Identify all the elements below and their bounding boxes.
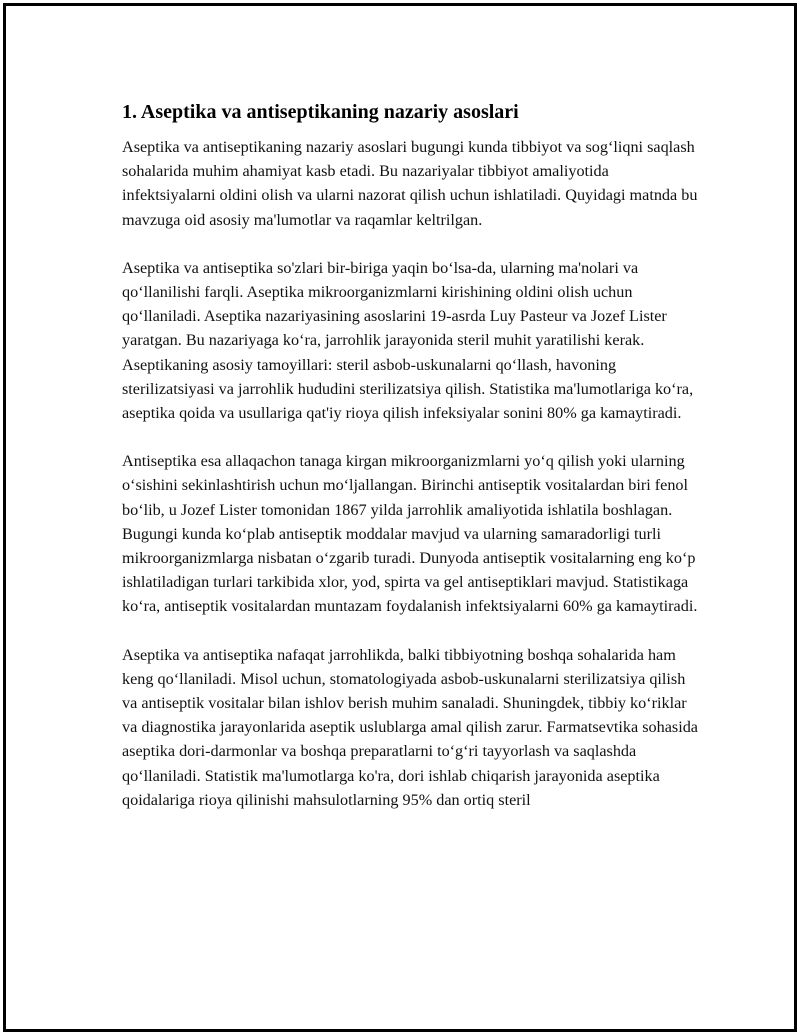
- document-body: [122, 99, 702, 836]
- paragraph-1: Aseptika va antiseptikaning nazariy asoslari bugungi kunda tibbiyot va sog‘liqni saqlash sohalarida muhim ahamiyat kasb etadi. Bu nazariyalar tibbiyot amaliyotida infektsiyalarni oldini olish va ularni nazorat qilish uchun ishlatiladi. Quyidagi matnda bu mavzuga oid asosiy ma'lumotlar va raqamlar keltrilgan.: [122, 138, 698, 229]
- paragraph-3: Antiseptika esa allaqachon tanaga kirgan mikroorganizmlarni yo‘q qilish yoki ularning o‘sishini sekinlashtirish uchun mo‘ljallangan. Birinchi antiseptik vositalardan biri fenol bo‘lib, u Jozef Lister tomonidan 1867 yilda jarrohlik amaliyotida ishlatila boshlagan. Bugungi kunda ko‘plab antiseptik moddalar mavjud va ularning samaradorligi turli mikroorganizmlarga nisbatan o‘zgarib turadi. Dunyoda antiseptik vositalarning eng ko‘p ishlatiladigan turlari tarkibida xlor, yod, spirta va gel antiseptiklari mavjud. Statistikaga ko‘ra, antiseptik vositalardan muntazam foydalanish infektsiyalarni 60% ga kamaytiradi.: [122, 452, 698, 616]
- paragraph-2: Aseptika va antiseptika so'zlari bir-biriga yaqin bo‘lsa-da, ularning ma'nolari va qo‘llanilishi farqli. Aseptika mikroorganizmlarni kirishining oldini olish uchun qo‘llaniladi. Aseptika nazariyasining asoslarini 19-asrda Luy Pasteur va Jozef Lister yaratgan. Bu nazariyaga ko‘ra, jarrohlik jarayonida steril muhit yaratilishi kerak. Aseptikaning asosiy tamoyillari: steril asbob-uskunalarni qo‘llash, havoning sterilizatsiyasi va jarrohlik hududini sterilizatsiya qilish. Statistika ma'lumotlariga ko‘ra, aseptika qoida va usullariga qat'iy rioya qilish infeksiyalar sonini 80% ga kamaytiradi.: [122, 258, 694, 423]
- paragraph-4: Aseptika va antiseptika nafaqat jarrohlikda, balki tibbiyotning boshqa sohalarida ham keng qo‘llaniladi. Misol uchun, stomatologiyada asbob-uskunalarni sterilizatsiya qilish va antiseptik vositalar bilan ishlov berish muhim sanaladi. Shuningdek, tibbiy ko‘riklar va diagnostika jarayonlarida aseptik uslublarga amal qilish zarur. Farmatsevtika sohasida aseptika dori-darmonlar va boshqa preparatlarni to‘g‘ri tayyorlash va saqlashda qo‘llaniladi. Statistik ma'lumotlarga ko'ra, dori ishlab chiqarish jarayonida aseptika qoidalariga rioya qilinishi mahsulotlarning 95% dan ortiq steril: [122, 645, 698, 809]
- section-heading: 1. Aseptika va antiseptikaning nazariy asoslari: [122, 101, 519, 123]
- page-border: [3, 3, 797, 1032]
